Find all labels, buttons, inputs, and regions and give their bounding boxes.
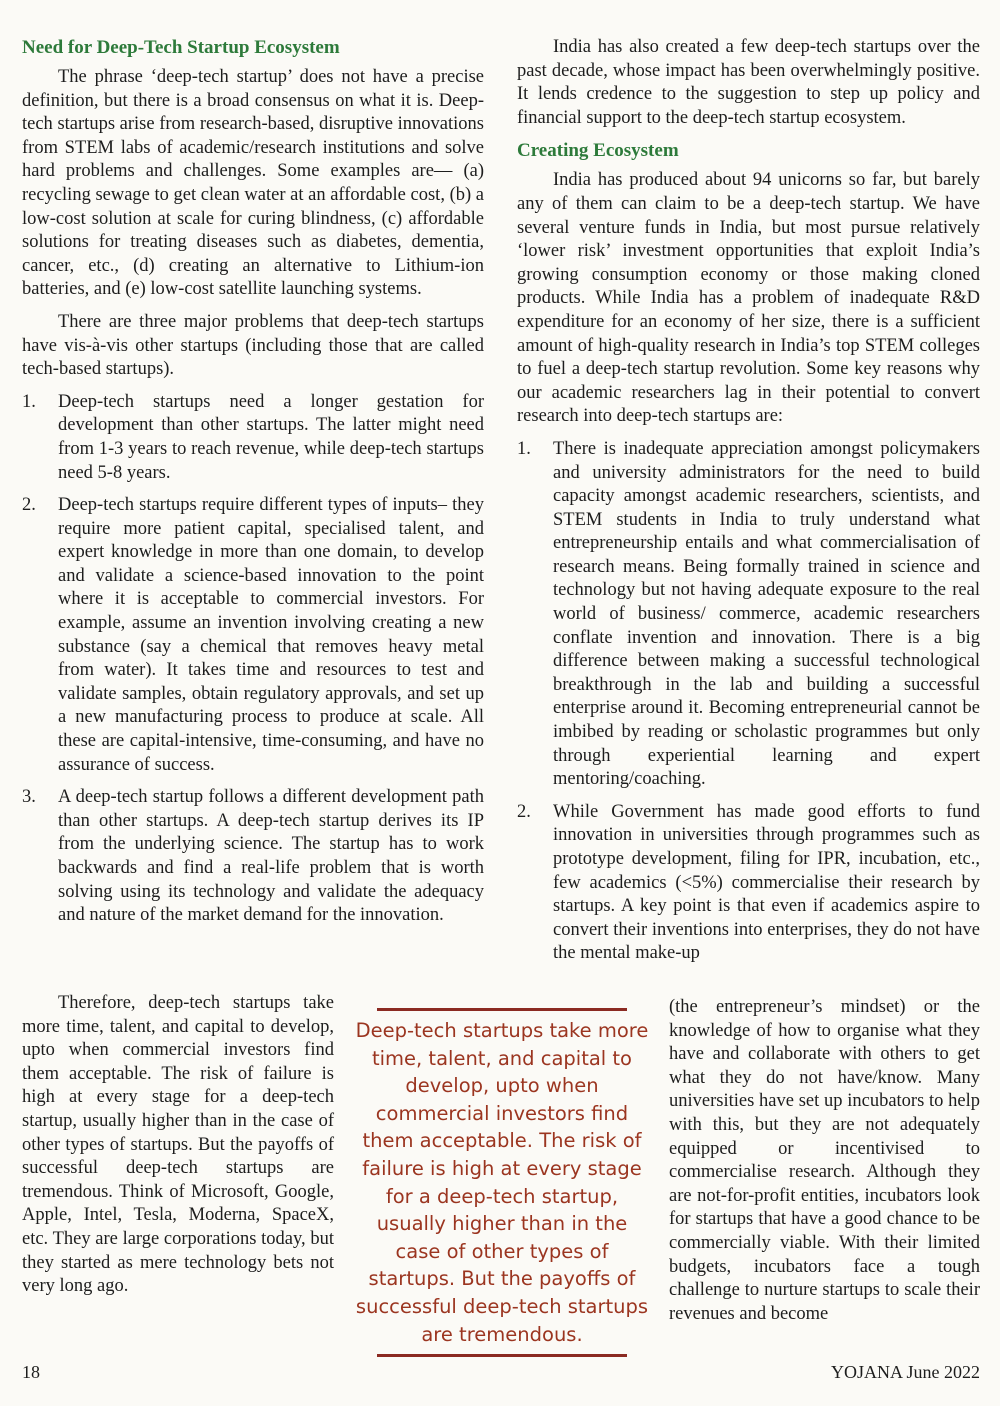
paragraph: There are three major problems that deep-tech startups have vis-à-vis other startups (including those that are called tech-based startups). [22, 311, 484, 380]
list-item-text: A deep-tech startup follows a different development path than other startups. A deep-tech startup derives its IP from the underlying science. The startup has to work backwards and find a real-life problem that is worth solving using its technology and validate the adequacy and nature of the market demand for the innovation. [58, 787, 484, 926]
left-column [22, 36, 484, 937]
list-item-text: Deep-tech startups need a longer gestation for development than other startups. The latter might need from 1-3 years to reach revenue, while deep-tech startups need 5-8 years. [58, 391, 484, 483]
list-number: 2. [517, 801, 531, 822]
list-item [22, 391, 484, 485]
list-number: 1. [22, 391, 36, 412]
pull-quote-text: Deep-tech startups take more time, talent, and capital to develop, upto when commercial investors find them acceptable. The risk of failure is high at every stage for a deep-tech startup, usually higher than in the case of other types of startups. But the payoffs of successful deep-tech startups are tremendous. [355, 1019, 649, 1346]
page-number: 18 [22, 1362, 40, 1382]
problems-list [22, 391, 484, 928]
list-item [517, 438, 980, 792]
paragraph: India has produced about 94 unicorns so far, but barely any of them can claim to be a deep-tech startup. We have several venture funds in India, but most pursue relatively ‘lower risk’ investment opportunities that exploit India’s growing consumption economy or those making cloned products. While India has a problem of inadequate R&D expenditure for an economy of her size, there is a sufficient amount of high-quality research in India’s top STEM colleges to fuel a deep-tech startup revolution. Some key reasons why our academic researchers lag in their potential to convert research into deep-tech startups are: [517, 170, 980, 427]
magazine-issue: YOJANA June 2022 [830, 1362, 980, 1382]
pull-quote [352, 1008, 652, 1357]
list-item [517, 801, 980, 966]
paragraph: Therefore, deep-tech startups take more time, talent, and capital to develop, upto when commercial investors find them acceptable. The risk of failure is high at every stage for a deep-tech startup, usually higher than in the case of other types of startups. But the payoffs of successful deep-tech startups are tremendous. Think of Microsoft, Google, Apple, Intel, Tesla, Moderna, SpaceX, etc. They are large corporations today, but they started as mere technology bets not very long ago. [22, 993, 334, 1297]
list-number: 1. [517, 438, 531, 459]
list-item-text: Deep-tech startups require different types of inputs– they require more patient capital, specialised talent, and expert knowledge in more than one domain, to develop and validate a science-based innovation to the point where it is acceptable to commercial investors. For example, assume an invention involving creating a new substance (say a chemical that removes heavy metal from water). It takes time and resources to test and validate samples, obtain regulatory approvals, and set up a new manufacturing process to produce at scale. All these are capital-intensive, time-consuming, and have no assurance of success. [58, 495, 484, 775]
paragraph: The phrase ‘deep-tech startup’ does not have a precise definition, but there is a broad consensus on what it is. Deep-tech startups arise from research-based, disruptive innovations from STEM labs of academic/research institutions and solve hard problems and challenges. Some examples are— (a) recycling sewage to get clean water at an affordable cost, (b) a low-cost solution at scale for curing blindness, (c) affordable solutions for treating diseases such as diabetes, dementia, cancer, etc., (d) creating an alternative to Lithium-ion batteries, and (e) low-cost satellite launching systems. [22, 67, 484, 300]
list-number: 2. [22, 495, 36, 516]
list-item [22, 786, 484, 928]
pull-quote-bottom-rule [377, 1354, 627, 1357]
paragraph: India has also created a few deep-tech startups over the past decade, whose impact has been overwhelmingly positive. It lends credence to the suggestion to step up policy and financial support to the deep-tech startup ecosystem. [517, 37, 980, 128]
section-heading-deep-tech: Need for Deep-Tech Startup Ecosystem [22, 37, 340, 58]
section-heading-creating-ecosystem: Creating Ecosystem [517, 140, 679, 162]
list-number: 3. [22, 787, 36, 808]
list-item-text: There is inadequate appreciation amongst policymakers and university administrators for the need to build capacity amongst academic researchers, scientists, and STEM students in India to truly understand what entrepreneurship entails and what commercialisation of research means. Being formally trained in science and technology but not having adequate exposure to the real world of business/ commerce, academic researchers conflate invention and innovation. There is a big difference between making a successful technological breakthrough in the lab and building a successful enterprise around it. Becoming entrepreneurial cannot be imbibed by reading or scholastic programmes but only through experiential learning and expert mentoring/coaching. [553, 438, 980, 790]
left-column-continuation [22, 992, 334, 1308]
list-item [22, 494, 484, 777]
right-column-continuation [669, 996, 980, 1335]
reasons-list [517, 438, 980, 966]
list-item-text: While Government has made good efforts to fund innovation in universities through programmes such as prototype development, filing for IPR, incubation, etc., few academics (<5%) commercialise their research by startups. A key point is that even if academics aspire to convert their inventions into enterprises, they do not have the mental make-up [553, 801, 980, 964]
right-column [517, 36, 980, 975]
paragraph: (the entrepreneur’s mindset) or the knowledge of how to organise what they have and collaborate with others to get what they do not have/know. Many universities have set up incubators to help with this, but they are not adequately equipped or incentivised to commercialise research. Although they are not-for-profit entities, incubators look for startups that have a good chance to be commercially viable. With their limited budgets, incubators face a tough challenge to nurture startups to scale their revenues and become [669, 997, 980, 1324]
